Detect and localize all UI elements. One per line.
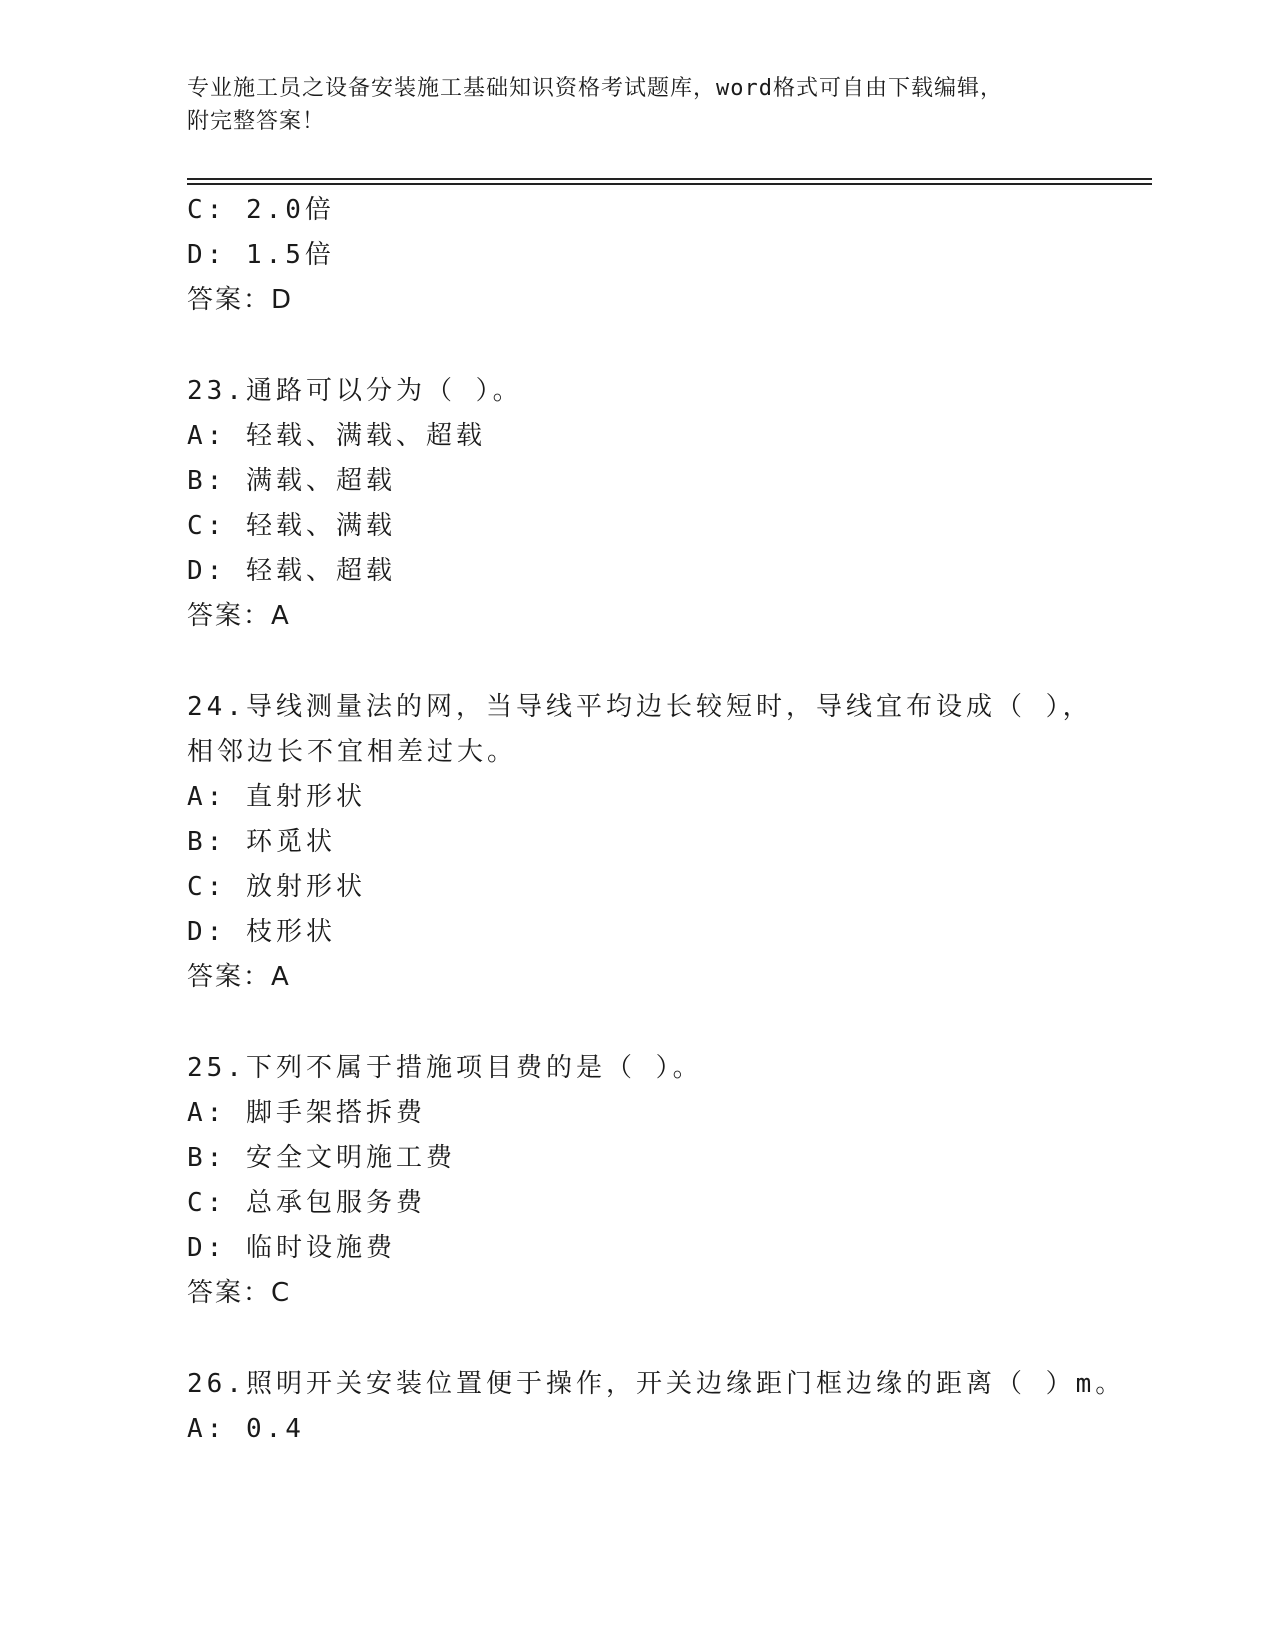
option-b: B: 环觅状 — [187, 827, 336, 857]
header-line-2: 附完整答案！ — [187, 109, 326, 134]
question-23: 23.通路可以分为（ ）。 — [187, 376, 523, 406]
option-d: D: 轻载、超载 — [187, 556, 396, 586]
option-b: B: 安全文明施工费 — [187, 1143, 456, 1173]
option-a: A: 直射形状 — [187, 782, 366, 812]
answer-25: 答案：C — [187, 1278, 292, 1308]
option-c: C: 2.0倍 — [187, 195, 335, 225]
option-a: A: 脚手架搭拆费 — [187, 1098, 426, 1128]
option-d: D: 1.5倍 — [187, 240, 335, 270]
answer-23: 答案：A — [187, 601, 291, 631]
header-line-1: 专业施工员之设备安装施工基础知识资格考试题库，word格式可自由下载编辑， — [187, 76, 1003, 101]
question-25: 25.下列不属于措施项目费的是（ ）。 — [187, 1053, 703, 1083]
option-c: C: 放射形状 — [187, 872, 366, 902]
answer-24: 答案：A — [187, 962, 291, 992]
document-header — [187, 72, 1087, 138]
question-24-continued: 相邻边长不宜相差过大。 — [187, 737, 518, 767]
question-26: 26.照明开关安装位置便于操作，开关边缘距门框边缘的距离（ ）m。 — [187, 1369, 1126, 1399]
option-b: B: 满载、超载 — [187, 466, 396, 496]
option-d: D: 临时设施费 — [187, 1233, 396, 1263]
option-a: A: 轻载、满载、超载 — [187, 421, 486, 451]
option-c: C: 总承包服务费 — [187, 1188, 426, 1218]
header-rule-top — [187, 178, 1152, 180]
answer-22: 答案：D — [187, 285, 294, 315]
question-24: 24.导线测量法的网，当导线平均边长较短时，导线宜布设成（ ）， — [187, 692, 1093, 722]
header-rule-bottom — [187, 183, 1152, 185]
option-a: A: 0.4 — [187, 1414, 305, 1444]
option-d: D: 枝形状 — [187, 917, 336, 947]
option-c: C: 轻载、满载 — [187, 511, 396, 541]
